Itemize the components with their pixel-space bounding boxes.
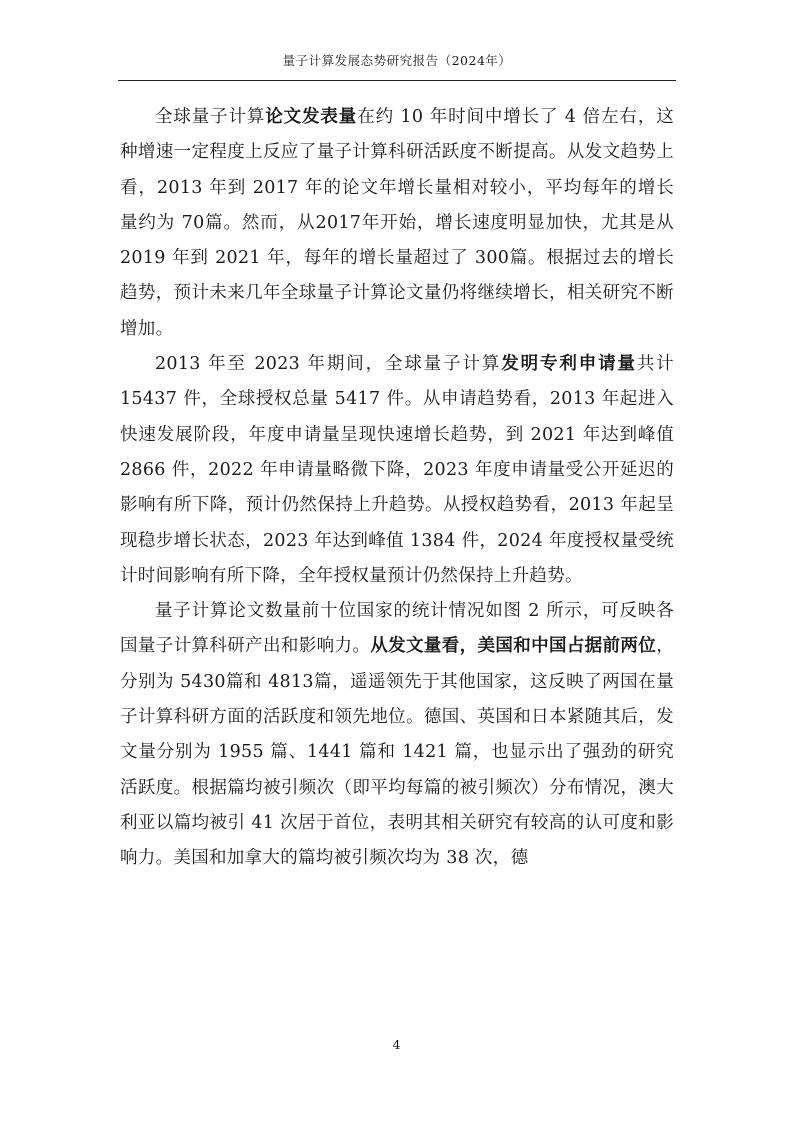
emphasis-text: 发明专利申请量	[501, 354, 637, 375]
paragraph-country-ranking	[120, 594, 674, 876]
header-divider	[118, 80, 676, 81]
paragraph-text: 共计 15437 件，全球授权总量 5417 件。从申请趋势看，2013 年起进入快速发展阶段，年度申请量呈现快速增长趋势，到 2021 年达到峰值 2866 件，2022 年申请量略微下降，2023 年度申请量受公开延迟的影响有所下降，预计仍然保持上升趋势。从授权趋势看，2013 年起呈现稳步增长状态，2023 年达到峰值 1384 件，2024 年度授权量受统计时间影响有所下降，全年授权量预计仍然保持上升趋势。	[120, 354, 674, 586]
paragraph-text: 2013 年至 2023 年期间，全球量子计算	[155, 354, 502, 375]
running-header: 量子计算发展态势研究报告（2024年）	[282, 53, 512, 68]
paragraph-paper-publications	[120, 100, 674, 347]
paragraph-text: 量子计算论文数量前十位国家的统计情况如图 2 所示，可反映各国量子计算科研产出和影响力。	[120, 601, 674, 657]
paragraph-text: ，分别为 5430篇和 4813篇，遥遥领先于其他国家，这反映了两国在量子计算科研方面的活跃度和领先地位。德国、英国和日本紧随其后，发文量分别为 1955 篇、1441 篇和 1421 篇，也显示出了强劲的研究活跃度。根据篇均被引频次（即平均每篇的被引频次）分布情况，澳大利亚以篇均被引 41 次居于首位，表明其相关研究有较高的认可度和影响力。美国和加拿大的篇均被引频次均为 38 次，德	[120, 636, 674, 869]
paragraph-text: 在约 10 年时间中增长了 4 倍左右，这种增速一定程度上反应了量子计算科研活跃度不断提高。从发文趋势上看，2013 年到 2017 年的论文年增长量相对较小，平均每年的增长量约为 70篇。然而，从2017年开始，增长速度明显加快，尤其是从 2019 年到 2021 年，每年的增长量超过了 300篇。根据过去的增长趋势，预计未来几年全球量子计算论文量仍将继续增长，相关研究不断增加。	[120, 107, 674, 339]
paragraph-text: 全球量子计算	[155, 107, 266, 127]
page-number: 4	[392, 1037, 401, 1052]
emphasis-text: 论文发表量	[265, 107, 358, 127]
body-text	[120, 100, 674, 877]
emphasis-text: 从发文量看，美国和中国占据前两位	[370, 636, 657, 657]
paragraph-patent-applications	[120, 347, 674, 594]
